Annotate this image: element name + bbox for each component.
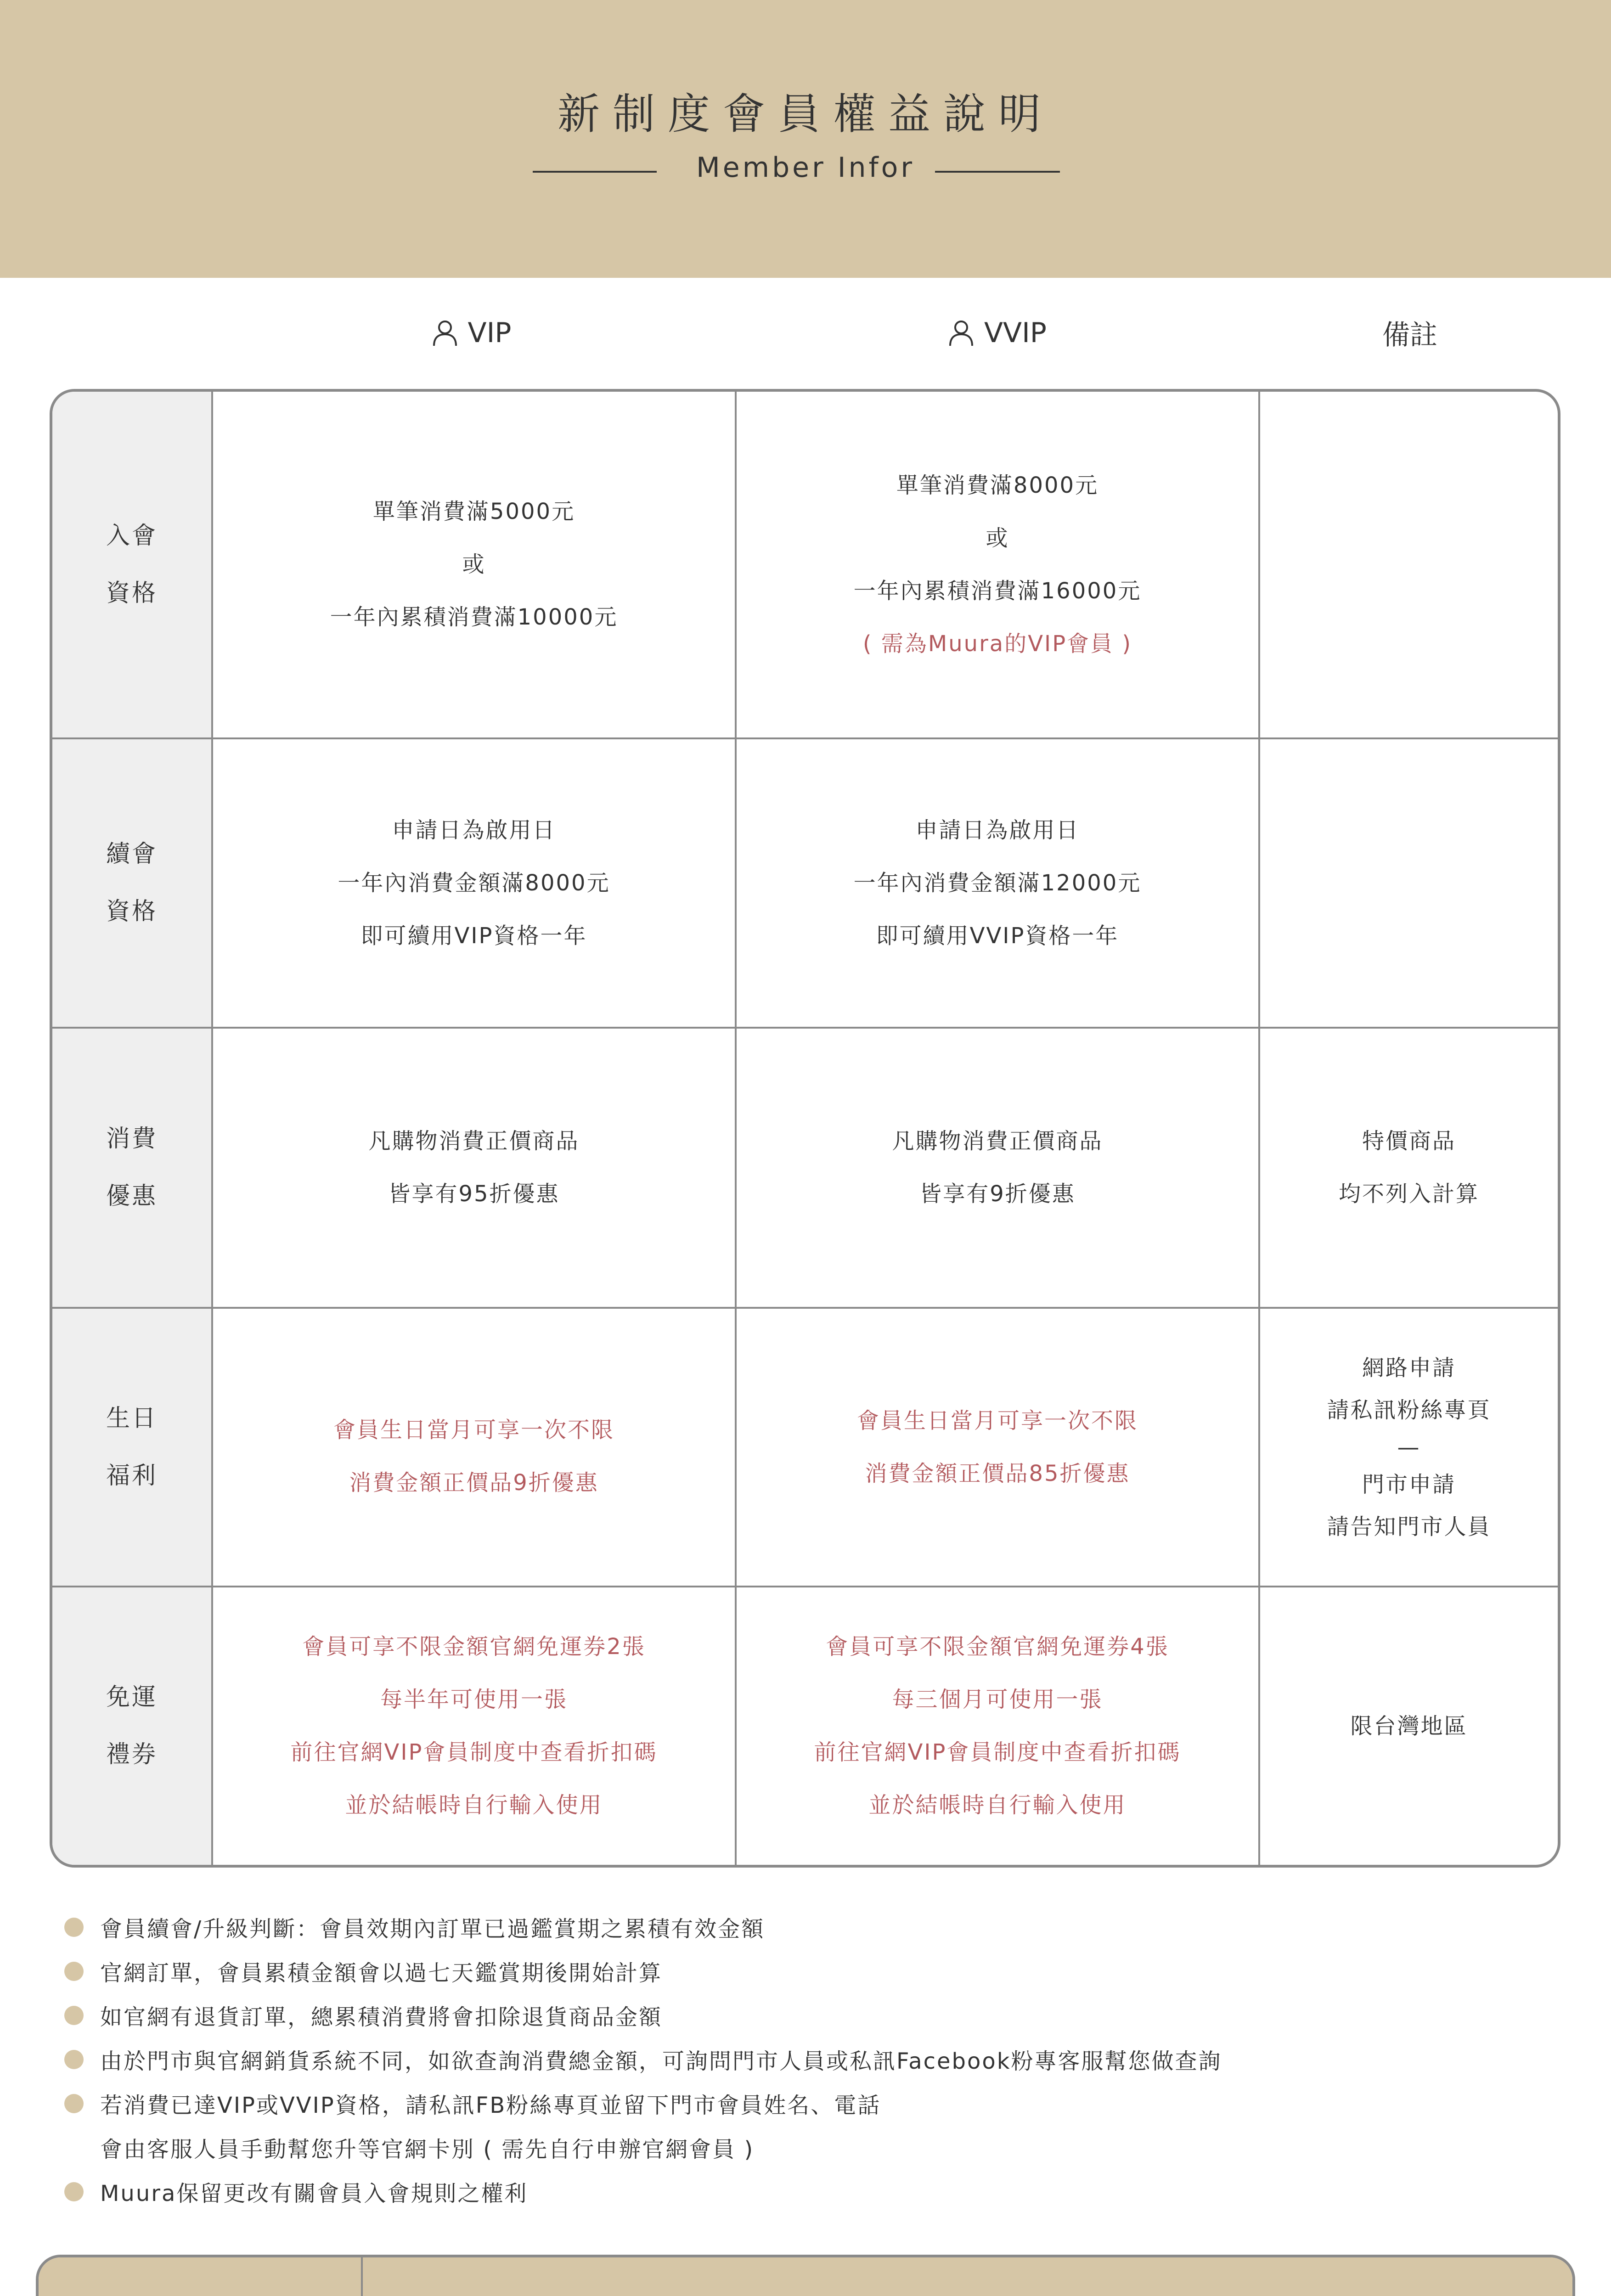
column-header-vip-label: VIP xyxy=(468,317,512,349)
row-label-line: 資格 xyxy=(106,898,158,925)
note-item xyxy=(64,1999,662,2031)
cell-line: 或 xyxy=(986,525,1009,551)
cell-line: 並於結帳時自行輸入使用 xyxy=(868,1792,1127,1818)
note-text: 若消費已達VIP或VVIP資格，請私訊FB粉絲專頁並留下門市會員姓名、電話 xyxy=(100,2093,881,2118)
note-item xyxy=(64,2176,528,2207)
cell-shipping-vip xyxy=(213,1587,735,1865)
column-header-note-label: 備註 xyxy=(1382,319,1437,351)
shipping-code-table xyxy=(36,2255,1575,2296)
cell-line: 限台灣地區 xyxy=(1350,1713,1468,1739)
bullet-dot xyxy=(64,2182,84,2201)
row-label-line: 資格 xyxy=(106,579,158,607)
note-text: 如官網有退貨訂單，總累積消費將會扣除退貨商品金額 xyxy=(100,2004,663,2030)
note-item xyxy=(64,2043,1222,2075)
column-header-note xyxy=(1258,315,1561,351)
bullet-dot xyxy=(64,2050,84,2069)
user-icon xyxy=(946,318,976,348)
cell-line: 即可續用VVIP資格一年 xyxy=(876,923,1119,949)
cell-line: 網路申請 xyxy=(1362,1355,1456,1381)
cell-line: 皆享有95折優惠 xyxy=(388,1181,560,1207)
cell-line: 單筆消費滿5000元 xyxy=(372,499,575,524)
row-label-line: 消費 xyxy=(106,1125,158,1153)
cell-line: 前往官網VIP會員制度中查看折扣碼 xyxy=(814,1739,1181,1765)
cell-line: 會員可享不限金額官網免運券4張 xyxy=(826,1634,1169,1660)
cell-line: 每三個月可使用一張 xyxy=(892,1687,1103,1712)
cell-line: 凡購物消費正價商品 xyxy=(892,1128,1103,1154)
cell-discount-note xyxy=(1260,1029,1558,1307)
note-item xyxy=(64,1955,662,1987)
cell-join-vvip xyxy=(737,392,1258,737)
cell-line: 每半年可使用一張 xyxy=(380,1687,568,1712)
cell-shipping-vvip xyxy=(737,1587,1258,1865)
subtitle-divider-left xyxy=(533,171,657,173)
note-text: 會由客服人員手動幫您升等官網卡別 ( 需先自行申辦官網會員 ) xyxy=(100,2137,755,2162)
cell-line: — xyxy=(1397,1434,1421,1460)
column-header-vvip xyxy=(735,315,1258,351)
cell-line-highlight: ( 需為Muura的VIP會員 ) xyxy=(862,630,1132,657)
cell-line: 一年內消費金額滿12000元 xyxy=(853,870,1142,896)
cell-line: 會員生日當月可享一次不限 xyxy=(333,1417,614,1443)
cell-join-vip xyxy=(213,392,735,737)
page-subtitle: Member Infor xyxy=(696,152,915,184)
cell-line: 前往官網VIP會員制度中查看折扣碼 xyxy=(290,1739,658,1765)
cell-birthday-note xyxy=(1260,1309,1558,1586)
cell-line: 即可續用VIP資格一年 xyxy=(361,923,587,949)
row-label-renew xyxy=(52,739,211,1027)
cell-line: 會員可享不限金額官網免運券2張 xyxy=(302,1634,646,1660)
cell-line: 或 xyxy=(462,551,486,577)
cell-line: 並於結帳時自行輸入使用 xyxy=(345,1792,603,1818)
row-label-birthday xyxy=(52,1309,211,1586)
row-label-join xyxy=(52,392,211,737)
note-text: 官網訂單，會員累積金額會以過七天鑑賞期後開始計算 xyxy=(100,1960,663,1986)
note-item xyxy=(64,2088,881,2119)
bullet-dot xyxy=(64,1962,84,1981)
note-text: 會員續會/升級判斷：會員效期內訂單已過鑑賞期之累積有效金額 xyxy=(100,1916,765,1942)
subtitle-divider-right xyxy=(935,171,1060,173)
cell-birthday-vip xyxy=(213,1309,735,1586)
cell-birthday-vvip xyxy=(737,1309,1258,1586)
column-header-vip xyxy=(211,315,730,351)
user-icon xyxy=(430,318,460,348)
cell-line: 單筆消費滿8000元 xyxy=(896,472,1099,498)
page-title: 新制度會員權益說明 xyxy=(557,90,1053,139)
row-label-line: 生日 xyxy=(106,1404,158,1432)
header-year-coupon xyxy=(363,2257,1572,2296)
cell-line: 凡購物消費正價商品 xyxy=(368,1128,580,1154)
cell-join-note xyxy=(1260,392,1558,737)
note-text: 由於門市與官網銷貨系統不同，如欲查詢消費總金額，可詢問門市人員或私訊Facebook粉專客服幫您做查詢 xyxy=(100,2048,1222,2074)
cell-renew-note xyxy=(1260,739,1558,1027)
cell-line: 門市申請 xyxy=(1362,1471,1456,1497)
cell-line: 請告知門市人員 xyxy=(1327,1514,1491,1540)
row-label-line: 優惠 xyxy=(106,1182,158,1210)
cell-line: 申請日為啟用日 xyxy=(915,817,1080,843)
cell-discount-vvip xyxy=(737,1029,1258,1307)
row-label-discount xyxy=(52,1029,211,1307)
cell-line: 申請日為啟用日 xyxy=(392,817,556,843)
cell-discount-vip xyxy=(213,1029,735,1307)
cell-line: 消費金額正價品9折優惠 xyxy=(349,1469,599,1496)
cell-renew-vip xyxy=(213,739,735,1027)
row-label-line: 禮券 xyxy=(106,1741,158,1768)
row-label-line: 免運 xyxy=(106,1683,158,1711)
cell-line: 一年內累積消費滿10000元 xyxy=(330,604,618,630)
bullet-dot xyxy=(64,2094,84,2113)
note-item xyxy=(64,1911,765,1943)
cell-line: 請私訊粉絲專頁 xyxy=(1327,1397,1491,1423)
cell-line: 消費金額正價品85折優惠 xyxy=(865,1460,1130,1486)
note-text: Muura保留更改有關會員入會規則之權利 xyxy=(100,2181,528,2206)
row-label-shipping xyxy=(52,1587,211,1865)
cell-line: 一年內消費金額滿8000元 xyxy=(338,870,610,896)
bullet-dot xyxy=(64,1918,84,1937)
header-member-level xyxy=(39,2257,361,2296)
row-label-line: 入會 xyxy=(106,522,158,550)
note-continuation xyxy=(100,2132,754,2163)
cell-line: 均不列入計算 xyxy=(1338,1181,1479,1207)
row-label-line: 福利 xyxy=(106,1462,158,1490)
cell-line: 一年內累積消費滿16000元 xyxy=(853,578,1142,604)
membership-benefits-table xyxy=(50,389,1560,1868)
cell-renew-vvip xyxy=(737,739,1258,1027)
cell-line: 皆享有9折優惠 xyxy=(919,1181,1076,1207)
bullet-dot xyxy=(64,2006,84,2025)
cell-line: 特價商品 xyxy=(1362,1128,1456,1154)
cell-shipping-note xyxy=(1260,1587,1558,1865)
column-header-vvip-label: VVIP xyxy=(984,317,1047,349)
cell-line: 會員生日當月可享一次不限 xyxy=(856,1407,1138,1434)
row-label-line: 續會 xyxy=(106,840,158,868)
